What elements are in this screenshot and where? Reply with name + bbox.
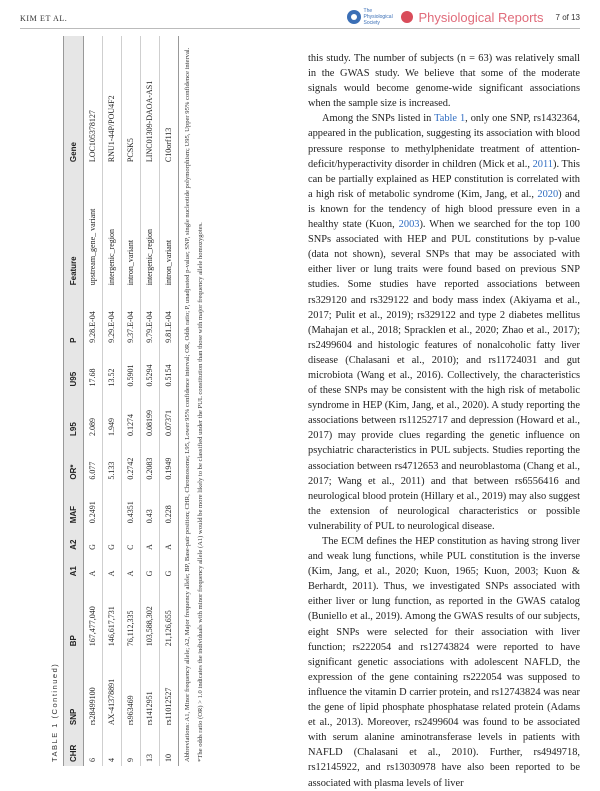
cell-p: 9.37.E-04: [122, 289, 141, 347]
col-a1: A1: [64, 554, 84, 581]
paragraph-2-text-d: ) and is known for the tendency of high blood pressure even in a healthy state (Kuon,: [308, 188, 580, 231]
cell-a1: G: [141, 554, 160, 581]
col-l95: L95: [64, 391, 84, 440]
header-divider: [20, 28, 580, 29]
cell-or: 0.1949: [160, 440, 179, 484]
col-maf: MAF: [64, 484, 84, 528]
cell-a2: A: [160, 527, 179, 554]
cell-maf: 0.2491: [84, 484, 103, 528]
cell-l95: 2.089: [84, 391, 103, 440]
cell-l95: 0.1274: [122, 391, 141, 440]
col-gene: Gene: [64, 36, 84, 166]
paragraph-3: The ECM defines the HEP constitution as having strong liver and weak lung functions, while PUL constitution is the inverse (Kim, Jang, et al., 2020; Kuon, 1965; Kuon, 2003; Kuon & Berhardt, 2011). Thus, we investigated SNPs associated with either liver or lung function, as reported in the GWAS catalog (Buniello et al., 2019). Among the GWAS results of our subjects, eight SNPs were selected for their association with liver function; rs222054 and rs12743824 were reported to have significant genetic associations with adolescent NAFLD, the expression of the gene containing rs222054 was supposed to influence the vitamin D carrier protein, and rs12743824 was near the gene of lipid phosphate phosphatase related protein (Adams et al., 2013). Moreover, rs2499604 was found to be associated with serum alanine aminotransferase levels in patients with NAFLD (Chalasani et al., 2010). Further, rs4949718, rs12145922, and rs13030978 have also been reported to be associated with plasma levels of liver: [308, 536, 580, 789]
cell-feature: intergenic_region: [103, 166, 122, 289]
cell-bp: 21,126,655: [160, 580, 179, 650]
author-running-title: KIM ET AL.: [20, 14, 68, 23]
cell-u95: 17.68: [84, 347, 103, 391]
table-caption-label: TABLE 1: [50, 722, 59, 762]
cell-gene: C10orf113: [160, 36, 179, 166]
cell-chr: 9: [122, 729, 141, 766]
cell-a2: C: [122, 527, 141, 554]
paragraph-1: this study. The number of subjects (n = 63) was relatively small in the GWAS study. We believe that some of the moderate signals would become genome-wide significant associations when the sample size is increased.: [308, 53, 580, 110]
partner-seal-icon: [401, 11, 413, 23]
cell-gene: LOC105378127: [84, 36, 103, 166]
cell-snp: rs963469: [122, 650, 141, 729]
cell-gene: LINC01309-DAOA-AS1: [141, 36, 160, 166]
citation-link-kuon-2003[interactable]: 2003: [398, 219, 420, 231]
cell-p: 9.79.E-04: [141, 289, 160, 347]
cell-a1: A: [122, 554, 141, 581]
table-row: [122, 36, 141, 766]
cell-maf: 0.228: [160, 484, 179, 528]
cell-p: 9.29.E-04: [103, 289, 122, 347]
col-feature: Feature: [64, 166, 84, 289]
cell-a1: G: [160, 554, 179, 581]
table-row: [103, 36, 122, 766]
cell-or: 0.2742: [122, 440, 141, 484]
cell-maf: 0.4351: [122, 484, 141, 528]
cell-u95: 0.5154: [160, 347, 179, 391]
cell-or: 0.2083: [141, 440, 160, 484]
cell-a2: A: [141, 527, 160, 554]
table-1-link[interactable]: Table 1: [434, 113, 466, 125]
col-a2: A2: [64, 527, 84, 554]
col-chr: CHR: [64, 729, 84, 766]
cell-u95: 0.5901: [122, 347, 141, 391]
cell-feature: intron_variant: [160, 166, 179, 289]
page-number: 7 of 13: [555, 12, 580, 22]
paragraph-2: [308, 111, 580, 534]
cell-l95: 0.07371: [160, 391, 179, 440]
body-text-column: [308, 51, 580, 791]
cell-bp: 103,588,302: [141, 580, 160, 650]
society-logo: [347, 8, 413, 26]
cell-l95: 1.949: [103, 391, 122, 440]
cell-snp: rs28499100: [84, 650, 103, 729]
cell-u95: 13.52: [103, 347, 122, 391]
cell-feature: intergenic_region: [141, 166, 160, 289]
cell-snp: AX-41378891: [103, 650, 122, 729]
col-or: OR*: [64, 440, 84, 484]
cell-chr: 13: [141, 729, 160, 766]
cell-a1: A: [84, 554, 103, 581]
cell-feature: upstream_gene_ variant: [84, 166, 103, 289]
cell-a2: G: [103, 527, 122, 554]
citation-link-kim-2020[interactable]: 2020: [537, 188, 559, 200]
cell-or: 5.133: [103, 440, 122, 484]
table-caption-suffix: (Continued): [50, 662, 59, 719]
table-footnote: *The odds ratio (OR) > 1.0 indicates the individuals with minor frequency allele (A1) would be more likely to be classified under the PUL constitution than those with major frequency allele homozygotes.: [197, 222, 204, 762]
table-1-region: [50, 36, 290, 766]
paragraph-2-text-c: ). This can be partially explained as HEP constitution is correlated with a high risk of metabolic syndrome (Kim, Jang, et al.,: [308, 158, 580, 200]
society-logo-text: The Physiological Society: [363, 8, 393, 26]
cell-bp: 167,477,040: [84, 580, 103, 650]
col-u95: U95: [64, 347, 84, 391]
table-abbreviations: Abbreviations: A1, Minor frequency allele; A2, Major frequency allele; BP, Base-pair position; CHR, Chromosome; L95, Lower 95% confidence interval; OR, Odds ratio; P, unadjusted p-value; SNP, single nucleotide polymorphism; U95, Upper 95% confidence interval.: [184, 47, 191, 762]
cell-maf: [103, 484, 122, 528]
cell-or: 6.077: [84, 440, 103, 484]
paragraph-2-text-b: , only one SNP, rs1432364, appeared in the publication, suggesting its association with blood pressure response to methylphenidate treatment of attention-deficit/hyperactivity disorder in children (Mick et al.,: [308, 113, 580, 170]
col-snp: SNP: [64, 650, 84, 729]
cell-l95: 0.08199: [141, 391, 160, 440]
cell-gene: PCSK5: [122, 36, 141, 166]
col-bp: BP: [64, 580, 84, 650]
journal-branding: [347, 8, 580, 26]
cell-feature: intron_variant: [122, 166, 141, 289]
cell-bp: 146,617,731: [103, 580, 122, 650]
col-p: P: [64, 289, 84, 347]
cell-p: 9.81.E-04: [160, 289, 179, 347]
cell-p: 9.28.E-04: [84, 289, 103, 347]
paragraph-2-text-e: ). When we searched for the top 100 SNPs associated with HEP and PUL constitutions by p-value (data not shown), several SNPs that may be associated with either liver or lung traits were found based on previous SNP studies. Some studies have reported associations between rs329120 and rs329122 and body mass index (Akiyama et al., 2017; Pulit et al., 2019); rs329122 and type 2 diabetes mellitus (Mahajan et al., 2018; Spracklen et al., 2020; Zhao et al., 2017); rs2499604 and histologic features of nonalcoholic fatty liver disease (Chalasani et al., 2010); and rs11724031 and gut microbiota (Wang et al., 2016). Collectively, the characteristics of these SNPs may be consistent with the high risk of metabolic syndrome in HEP (Kim, Jang, et al., 2020). A study reporting the associations between rs11252717 and depression (Howard et al., 2017) may provide clues regarding the genetic influence on psychiatric characteristics in PUL subjects. Studies reporting the association between rs4712653 and neuroblastoma (Chang et al., 2017; Wang et al., 2011) and that between rs6556416 and neurological blood protein (Hillary et al., 2019) may also suggest the extension of neurological characteristics or possible vulnerability of PUL to neurological disease.: [308, 219, 580, 532]
cell-bp: 76,112,335: [122, 580, 141, 650]
cell-maf: 0.43: [141, 484, 160, 528]
table-header-row: [64, 36, 84, 766]
cell-gene: RNU1-44P/POU4F2: [103, 36, 122, 166]
paragraph-2-text-a: Among the SNPs listed in: [322, 113, 435, 125]
table-row: [141, 36, 160, 766]
cell-a2: G: [84, 527, 103, 554]
cell-a1: A: [103, 554, 122, 581]
table-row: [160, 36, 179, 766]
rotated-table: [50, 36, 290, 766]
cell-chr: 10: [160, 729, 179, 766]
cell-chr: 6: [84, 729, 103, 766]
citation-link-mick-2011[interactable]: 2011: [532, 158, 553, 170]
table-row: [84, 36, 103, 766]
table-caption: [50, 36, 59, 762]
cell-chr: 4: [103, 729, 122, 766]
journal-title: Physiological Reports: [418, 9, 544, 25]
cell-snp: rs11012527: [160, 650, 179, 729]
snp-table: [63, 36, 179, 766]
cell-snp: rs1412951: [141, 650, 160, 729]
cell-u95: 0.5294: [141, 347, 160, 391]
society-logo-icon: [347, 10, 361, 24]
